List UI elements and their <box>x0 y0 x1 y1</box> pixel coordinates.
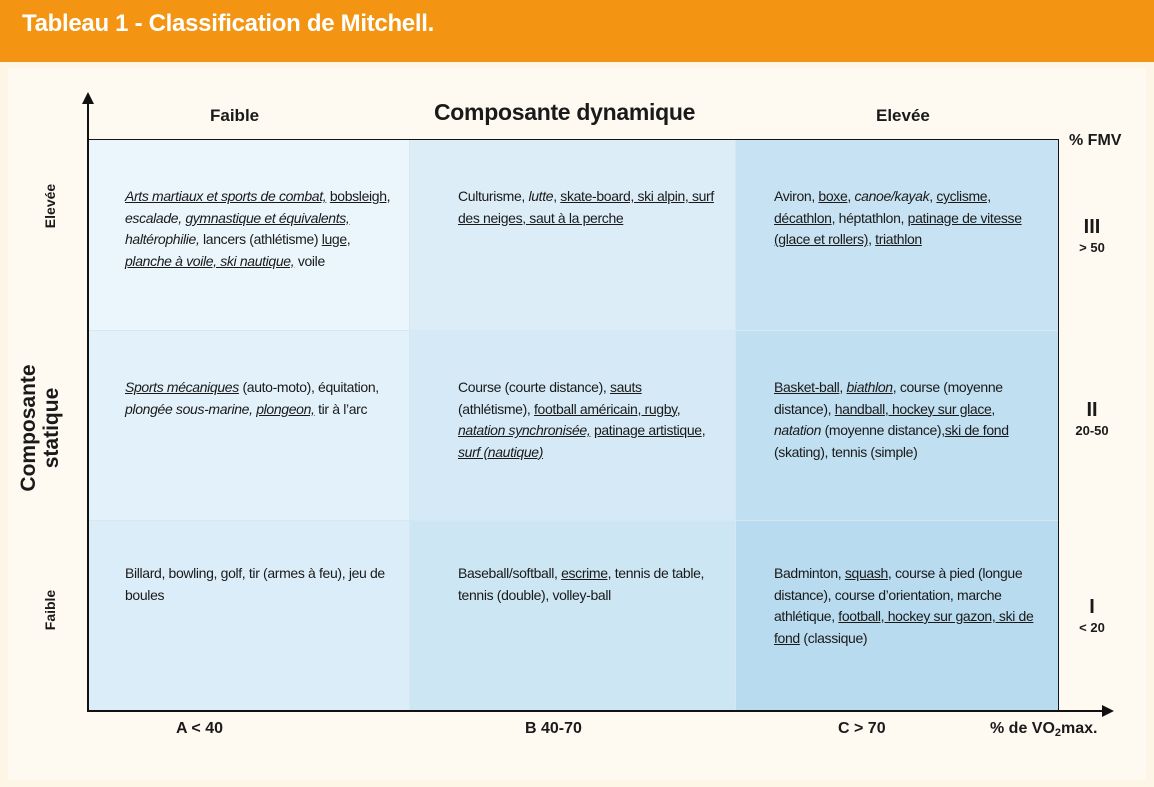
sport-text: , <box>868 231 876 247</box>
arrow-up-icon <box>82 92 94 104</box>
sport-text: handball, hockey sur glace, <box>834 400 995 417</box>
sport-text: planche à voile, ski nautique, <box>125 252 295 269</box>
cell-static-mid-dynamic-high <box>735 330 1059 520</box>
dynamic-axis-line <box>87 710 1104 712</box>
sport-text: football américain, rugby, <box>534 400 681 417</box>
sport-text: , course à pied (longue distance), course d’orientation, marche athlétique, <box>774 565 1023 624</box>
dynamic-col-a-label: A < 40 <box>176 720 223 737</box>
sport-text: plongeon, <box>256 400 315 417</box>
sport-text: plongée sous-marine, <box>125 400 253 417</box>
sport-text: boxe <box>818 188 848 204</box>
sport-text: Arts martiaux et sports de combat, <box>125 188 327 204</box>
row-level-2 <box>1062 398 1122 440</box>
sport-text: Basket-ball <box>774 379 840 395</box>
row-level-2-range: 20-50 <box>1075 423 1109 438</box>
vo2-suffix: max. <box>1061 720 1098 737</box>
sport-text: skate-board, ski alpin, surf des neiges, saut à la perche <box>458 188 714 226</box>
sport-text: natation <box>774 422 822 438</box>
static-axis-title-line2: statique <box>40 387 63 469</box>
cell-static-high-dynamic-high <box>735 140 1059 330</box>
cell-static-high-dynamic-low <box>89 140 409 330</box>
sport-text: tennis de table, tennis (double), volley-ball <box>458 565 705 603</box>
sport-text: , course (moyenne distance), <box>774 379 1003 417</box>
sport-text: , <box>929 188 937 204</box>
sport-text: , <box>839 379 847 395</box>
static-high-label: Elevée <box>42 183 58 229</box>
sport-text: Billard, bowling, golf, tir (armes à feu), jeu de boules <box>125 565 385 603</box>
sport-text: Badminton, <box>774 565 845 581</box>
sport-text: football, hockey sur gazon, ski de fond <box>774 608 1034 646</box>
static-axis-title-line1: Composante <box>17 364 40 492</box>
sport-text: Baseball/softball, <box>458 565 562 581</box>
sport-text: Sports mécaniques <box>125 379 239 395</box>
sport-text: biathlon <box>846 379 893 395</box>
row-level-1-range: < 20 <box>1079 620 1105 635</box>
sport-text: luge, <box>321 231 351 247</box>
sport-text: triathlon <box>875 231 922 247</box>
static-low-label: Faible <box>42 589 58 631</box>
row-level-3-range: > 50 <box>1079 240 1105 255</box>
vo2-prefix: % de VO <box>990 720 1055 737</box>
dynamic-high-label: Elevée <box>876 106 930 125</box>
table-title: Tableau 1 - Classification de Mitchell. <box>22 10 434 37</box>
sport-text: (moyenne distance), <box>821 422 945 438</box>
cell-static-mid-dynamic-mid <box>409 330 735 520</box>
cell-static-high-dynamic-mid <box>409 140 735 330</box>
row-level-3-roman: III <box>1083 216 1101 238</box>
arrow-right-icon <box>1102 705 1114 717</box>
classification-grid <box>89 140 1059 710</box>
sport-text: (skating), tennis (simple) <box>774 443 918 460</box>
sport-text: , <box>847 188 855 204</box>
sport-text: patinage de vitesse (glace et rollers) <box>774 209 1022 247</box>
sport-text: tir à l’arc <box>314 400 368 417</box>
sport-text: , <box>701 422 706 438</box>
row-level-1 <box>1062 595 1122 637</box>
sport-text: gymnastique et équivalents, <box>185 209 350 226</box>
sport-text: Culturisme, <box>458 188 529 204</box>
sport-text: (athlétisme), <box>458 400 535 417</box>
sport-text: Course (courte distance), <box>458 379 610 395</box>
sport-text: , héptathlon, <box>831 209 908 226</box>
sport-text: voile <box>294 252 325 269</box>
cell-static-low-dynamic-high <box>735 520 1059 710</box>
row-level-1-roman: I <box>1089 596 1095 618</box>
row-level-3 <box>1062 215 1122 257</box>
row-level-2-roman: II <box>1086 399 1098 421</box>
sport-text: Aviron, <box>774 188 819 204</box>
fmv-unit-label: % FMV <box>1069 132 1122 149</box>
sport-text: ski de fond <box>944 422 1009 438</box>
sport-text: surf (nautique) <box>458 443 544 460</box>
vo2-subscript: 2 <box>1054 727 1062 739</box>
sport-text: , <box>553 188 561 204</box>
sport-text: natation synchronisée, <box>458 422 591 438</box>
dynamic-low-label: Faible <box>210 106 260 125</box>
sport-text: patinage artistique <box>593 422 702 438</box>
dynamic-axis-title: Composante dynamique <box>434 99 696 125</box>
sport-text: escalade, <box>125 209 182 226</box>
sport-text: (classique) <box>799 629 868 646</box>
header-bar <box>0 0 1154 62</box>
sport-text: haltérophilie, <box>125 231 200 247</box>
sport-text: cyclisme, décathlon <box>774 188 991 226</box>
static-axis-title <box>17 348 67 508</box>
cell-static-low-dynamic-low <box>89 520 409 710</box>
dynamic-col-b-label: B 40-70 <box>525 720 582 737</box>
sport-text: lancers (athlétisme) <box>199 231 322 247</box>
sport-text: sauts <box>609 379 642 395</box>
vo2max-unit-label <box>990 720 1098 739</box>
static-axis-line <box>87 100 89 712</box>
cell-static-low-dynamic-mid <box>409 520 735 710</box>
cell-static-mid-dynamic-low <box>89 330 409 520</box>
sport-text: squash <box>844 565 888 581</box>
sport-text: lutte <box>528 188 554 204</box>
dynamic-col-c-label: C > 70 <box>838 720 886 737</box>
sport-text: bobsleigh, <box>329 188 391 204</box>
sport-text: escrime, <box>561 565 612 581</box>
sport-text: canoe/kayak <box>854 188 930 204</box>
sport-text: (auto-moto), équitation, <box>238 379 379 395</box>
